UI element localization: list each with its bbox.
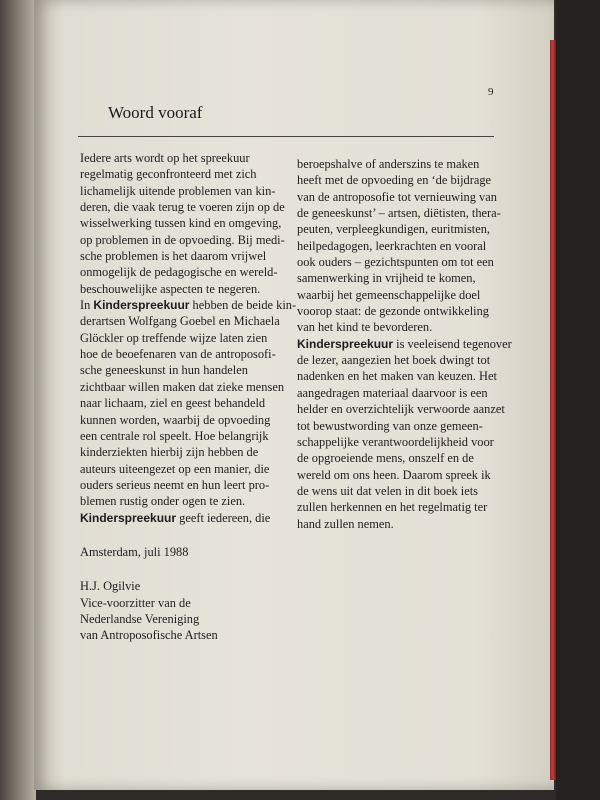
left-column-line: een centrale rol speelt. Hoe belangrijk [80,428,269,443]
left-page-edge [0,0,36,800]
left-column-line: kinderziekten hierbij zijn hebben de [80,445,259,460]
book-title-bold: Kinderspreekuur [93,298,190,313]
signature-name: H.J. Ogilvie [80,579,141,594]
left-column-line: In Kinderspreekuur hebben de beide kin- [80,298,297,313]
left-column-line: kunnen worden, waarbij de opvoeding [80,412,271,427]
left-column-line: naar lichaam, ziel en geest behandeld [80,396,266,411]
signature-title: Nederlandse Vereniging [80,611,200,626]
right-column-line: heilpedagogen, leerkrachten en vooral [297,238,487,253]
signature-place-date: Amsterdam, juli 1988 [80,544,189,559]
right-column-line: de geneeskunst’ – artsen, diëtisten, thera- [297,206,501,221]
book-title-bold: Kinderspreekuur [80,510,177,525]
left-column-line: zichtbaar willen maken dat zieke mensen [80,379,285,394]
right-column-line: de opgroeiende mens, onszelf en de [297,451,474,466]
left-column-line: Iedere arts wordt op het spreekuur [80,151,250,165]
right-column-line: de wens uit dat velen in dit boek iets [297,483,479,498]
right-column-line: Kinderspreekuur is veeleisend tegenover [297,336,512,351]
left-column [80,150,297,644]
left-column-line: auteurs uiteengezet op een manier, die [80,461,270,476]
heading-rule [78,136,494,137]
book-title-bold: Kinderspreekuur [297,336,394,351]
right-column-line: peuten, verpleegkundigen, euritmisten, [297,222,491,237]
right-column-line: van het kind te bevorderen. [297,320,433,335]
left-column-line: Kinderspreekuur geeft iedereen, die [80,510,271,525]
left-column-line: op problemen in de opvoeding. Bij medi- [80,232,285,247]
right-column-line: de lezer, aangezien het boek dwingt tot [297,353,491,368]
left-column-line: wisselwerking tussen kind en omgeving, [80,216,282,231]
right-column-line: waarbij het gemeenschappelijke doel [297,287,481,302]
right-column-line: aangedragen materiaal daarvoor is een [297,385,488,400]
left-column-line: deren, die vaak terug te voeren zijn op de [80,200,285,215]
right-column-line: voorop staat: de gezonde ontwikkeling [297,304,490,319]
right-column-line: tot bewustwording van onze gemeen- [297,418,483,433]
background [556,0,600,800]
right-column-line: zullen herkennen en het regelmatig ter [297,500,488,515]
right-column-line: beroepshalve of anderszins te maken [297,157,480,171]
left-column-line: blemen rustig onder ogen te zien. [80,494,246,509]
left-column-line: lichamelijk uitende problemen van kin- [80,183,276,198]
left-column-line: hoe de beoefenaren van de antroposofi- [80,347,276,362]
left-column-line: derartsen Wolfgang Goebel en Michaela [80,314,280,329]
left-column-line: Glöckler op treffende wijze laten zien [80,330,268,345]
right-column-line: wereld om ons heen. Daarom spreek ik [297,467,491,482]
left-column-line: ouders serieus neemt en hun leert pro- [80,477,270,492]
signature-title: Vice-voorzitter van de [80,595,191,610]
left-column-line: onmogelijk de pedagogische en wereld- [80,265,278,280]
right-column-line: hand zullen nemen. [297,516,394,531]
right-column-line: schappelijke verantwoordelijkheid voor [297,434,494,449]
page-number: 9 [488,86,494,98]
right-column [297,156,512,532]
right-column-line: ook ouders – gezichtspunten om tot een [297,255,494,270]
right-column-line: van de antroposofie tot vernieuwing van [297,189,497,204]
right-column-line: helder en overzichtelijk verwoorde aanzet [297,402,505,417]
left-column-line: sche geneeskunst in hun handelen [80,363,248,378]
left-column-line: regelmatig geconfronteerd met zich [80,167,257,182]
left-column-line: beschouwelijke aspecten te negeren. [80,281,261,296]
right-column-line: nadenken en het maken van keuzen. Het [297,369,497,384]
signature-title: van Antroposofische Artsen [80,628,218,643]
right-column-line: heeft met de opvoeding en ‘de bijdrage [297,173,492,188]
right-column-line: samenwerking in vrijheid te komen, [297,271,476,286]
page-heading: Woord vooraf [108,103,203,122]
left-column-line: sche problemen is het daarom vrijwel [80,249,267,264]
